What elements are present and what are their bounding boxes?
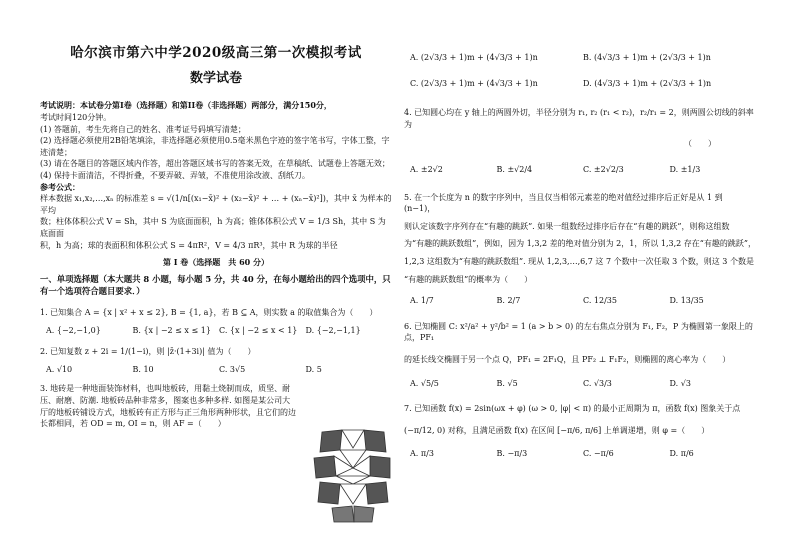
question-3-stem — [40, 383, 310, 429]
option[interactable]: A. √5/5 — [410, 378, 439, 388]
instruction-item: (1) 答题前，考生先将自己的姓名、准考证号码填写清楚； — [40, 124, 246, 134]
instructions-time: 考试时间120分钟。 — [40, 113, 112, 122]
option[interactable]: C. 12/35 — [583, 296, 617, 306]
question-4-options — [410, 164, 756, 176]
reference-formula: 样本数据 x₁,x₂,…,xₙ 的标准差 s = √(1/n[(x₁−x̄)² + (x₂−x̄)² + … + (xₙ−x̄)²])，其中 x̄ 为样本的平均 — [40, 194, 392, 215]
option[interactable]: B. ±√2/4 — [496, 164, 533, 174]
option[interactable]: D. π/6 — [669, 449, 694, 459]
question-line: 压、耐磨、防潮. 地板砖品种非常多，图案也多种多样. 如图是某公司大 — [40, 396, 291, 406]
instructions-lead: 考试说明：本试卷分第I卷（选择题）和第II卷（非选择题）两部分，满分150分， — [40, 100, 332, 111]
option[interactable]: C. −π/6 — [583, 449, 614, 459]
option[interactable]: D. √3 — [669, 378, 691, 388]
instruction-item: (4) 保持卡面清洁，不得折叠，不要弄破、弄皱，不准使用涂改液、刮纸刀。 — [40, 170, 310, 180]
question-line: 7. 已知函数 f(x) = 2sin(ωx + φ) (ω > 0, |φ| < π) 的最小正周期为 π，函数 f(x) 图象关于点 — [404, 404, 741, 414]
question-line: 6. 已知椭圆 C: x²/a² + y²/b² = 1 (a > b > 0) 的左右焦点分别为 F₁, F₂，P 为椭圆第一象限上的点，PF₁ — [404, 321, 753, 343]
option[interactable]: D. (4√3/3 + 1)m + (2√3/3 + 1)n — [583, 78, 712, 88]
question-2-stem: 2. 已知复数 z + 2i = 1/(1−i)，则 |z̄·(1+3i)| 值为（ ） — [40, 347, 256, 357]
question-1-options — [46, 325, 392, 337]
question-6-stem — [404, 321, 756, 366]
question-6-options — [410, 378, 756, 390]
question-line: 厅的地板砖铺设方式，地板砖有正方形与正三角形两种形状，且它们的边 — [40, 407, 296, 417]
option[interactable]: A. √10 — [46, 364, 73, 374]
option[interactable]: A. ±2√2 — [410, 164, 443, 174]
question-line: (−π/12, 0) 对称，且满足函数 f(x) 在区间 [−π/6, π/6] 上单调递增，则 φ =（ ） — [404, 425, 710, 435]
option[interactable]: D. {−2,−1,1} — [305, 325, 361, 335]
exam-subtitle: 数学试卷 — [189, 70, 242, 86]
exam-title: 哈尔滨市第六中学2020级高三第一次模拟考试 — [70, 45, 362, 61]
option[interactable]: B. 2/7 — [496, 296, 521, 306]
part1-heading: 第 I 卷（选择题 共 60 分） — [162, 257, 269, 268]
question-line: “有趣的跳跃数组”的概率为（ ） — [404, 274, 533, 284]
option[interactable]: C. √3/3 — [583, 378, 612, 388]
reference-title: 参考公式： — [40, 181, 80, 192]
question-line: 3. 地砖是一种地面装饰材料，也叫地板砖，用黏土烧制而成，质坚、耐 — [40, 384, 291, 394]
option[interactable]: C. {x | −2 ≤ x < 1} — [219, 325, 298, 335]
question-4-stem: 4. 已知圆心均在 y 轴上的两圆外切，半径分别为 r₁, r₂ (r₁ < r₂)，r₂/r₁ = 2，则两圆公切线的斜率为 — [404, 108, 754, 129]
question-line: 1,2,3 这组数为“有趣的跳跃数组”. 现从 1,2,3,…,6,7 这 7 个数中一次任取 3 个数，则这 3 个数是 — [404, 256, 754, 266]
instruction-item: (2) 选择题必须使用2B铅笔填涂，非选择题必须使用0.5毫米黑色字迹的签字笔书写，字体工整，字迹清楚； — [40, 136, 390, 157]
option[interactable]: C. (2√3/3 + 1)m + (4√3/3 + 1)n — [410, 78, 538, 88]
option[interactable]: B. 10 — [132, 364, 154, 374]
option[interactable]: B. (4√3/3 + 1)m + (2√3/3 + 1)n — [583, 53, 711, 62]
option[interactable]: A. 1/7 — [410, 296, 434, 306]
option[interactable]: B. {x | −2 ≤ x ≤ 1} — [132, 325, 211, 335]
option[interactable]: D. 5 — [305, 364, 322, 374]
instruction-item: (3) 请在各题目的答题区域内作答，超出答题区域书写的答案无效，在草稿纸、试题卷上答题无效； — [40, 159, 390, 169]
option[interactable]: B. √5 — [496, 378, 518, 388]
option[interactable]: D. ±1/3 — [669, 164, 701, 174]
option[interactable]: A. {−2,−1,0} — [46, 325, 101, 335]
question-5-options — [410, 295, 756, 307]
option[interactable]: C. 3√5 — [219, 364, 246, 374]
question-2-options — [46, 364, 392, 376]
reference-formula: 积，h 为高；球的表面积和体积公式 S = 4πR²，V = 4/3 πR³，其中 R 为球的半径 — [40, 240, 338, 250]
question-5-stem — [404, 192, 756, 286]
question-line: 5. 在一个长度为 n 的数字序列中，当且仅当相邻元素差的绝对值经过排序后正好是从 1 到 (n−1)， — [404, 192, 723, 214]
option[interactable]: B. −π/3 — [496, 449, 528, 459]
question-line: 的延长线交椭圆于另一个点 Q，PF₁ = 2F₁Q，且 PF₂ ⊥ F₁F₂，则椭圆的离心率为（ ） — [404, 354, 731, 364]
reference-formula: 数；柱体体积公式 V = Sh，其中 S 为底面面积，h 为高；锥体体积公式 V = 1/3 Sh，其中 S 为底面面 — [40, 217, 386, 238]
question-line: 为“有趣的跳跃数组”，例如，因为 1,3,2 差的绝对值分别为 2，1，所以 1,3,2 存在“有趣的跳跃”， — [404, 239, 756, 249]
tile-pattern-figure — [312, 428, 394, 524]
option[interactable]: A. (2√3/3 + 1)m + (4√3/3 + 1)n — [410, 53, 538, 62]
option[interactable]: A. π/3 — [410, 449, 434, 459]
question-line: 则认定该数字序列存在“有趣的跳跃”. 如果一组数经过排序后存在“有趣的跳跃”，则称这组数 — [404, 221, 730, 231]
section-heading: 一、单项选择题（本大题共 8 小题，每小题 5 分，共 40 分，在每小题给出的四个选项中，只有一个选项符合题目要求．） — [40, 273, 391, 296]
option[interactable]: D. 13/35 — [669, 296, 704, 306]
question-3-options — [404, 52, 756, 89]
question-7-options — [410, 448, 756, 460]
question-7-stem — [404, 403, 756, 436]
question-line: 长都相同，若 OD = m, OI = n，则 AF =（ ） — [40, 419, 226, 429]
right-column — [404, 0, 756, 560]
question-1-stem: 1. 已知集合 A = {x | x² + x ≤ 2}, B = {1, a}，若 B ⊆ A，则实数 a 的取值集合为（ ） — [40, 308, 378, 318]
option[interactable]: C. ±2√2/3 — [583, 164, 624, 174]
answer-parenthesis: （ ） — [684, 139, 716, 149]
